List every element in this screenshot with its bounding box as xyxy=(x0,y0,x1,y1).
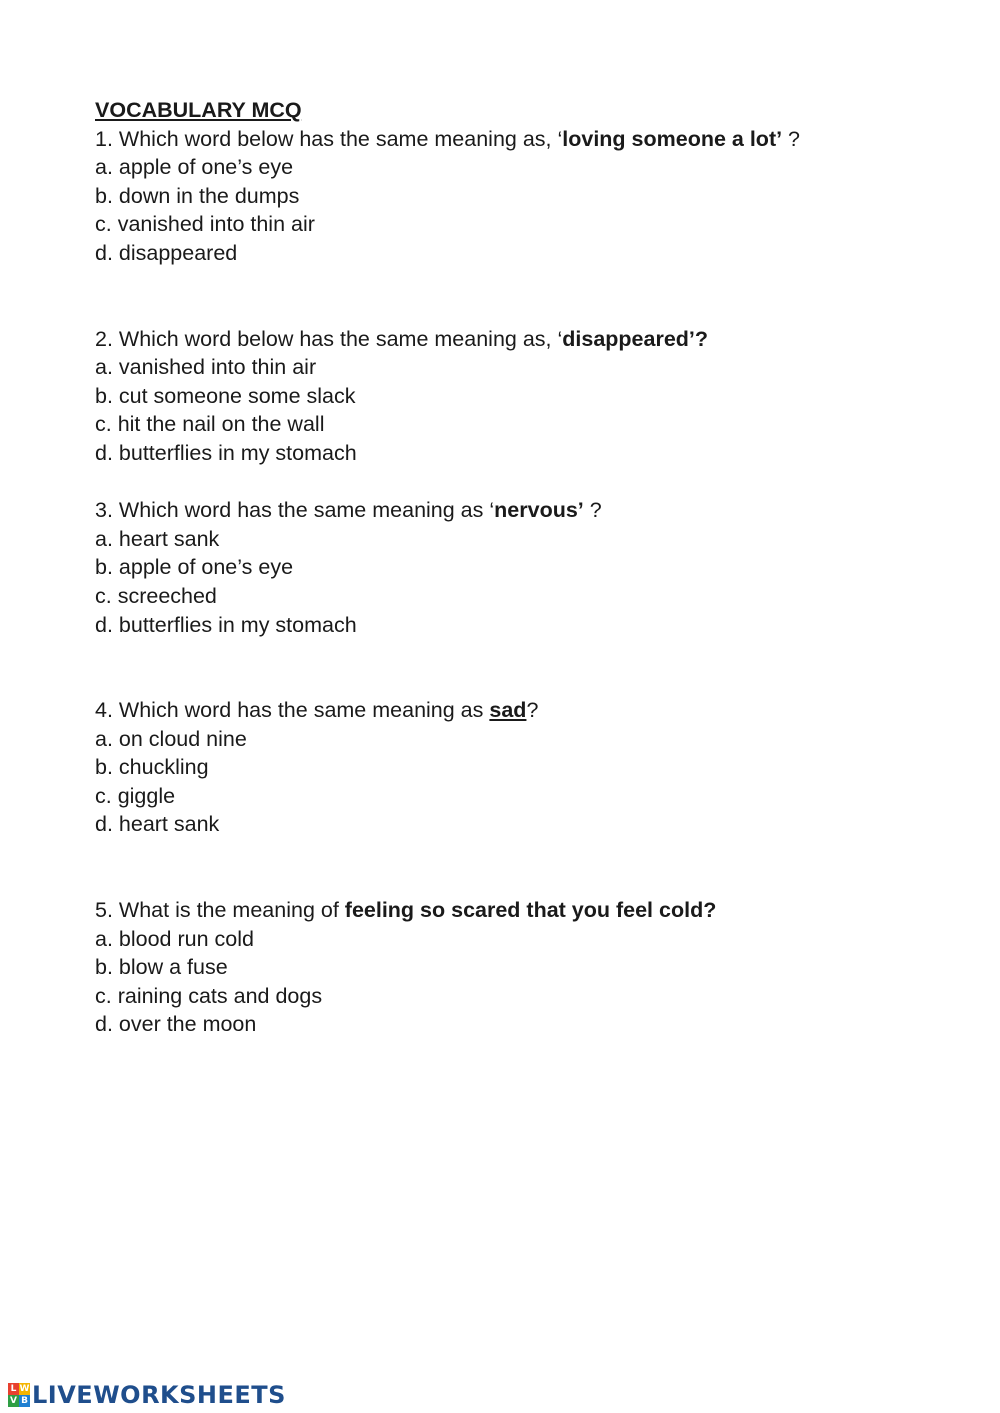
option-c[interactable]: c. raining cats and dogs xyxy=(95,983,323,1008)
question-number: 3. xyxy=(95,498,113,523)
option-c[interactable]: c. vanished into thin air xyxy=(95,212,315,237)
question-4 xyxy=(95,696,955,839)
logo-tile: V xyxy=(8,1395,19,1407)
question-number: 4. xyxy=(95,698,113,723)
liveworksheets-footer xyxy=(8,1380,286,1410)
question-text-end: ? xyxy=(782,126,801,151)
question-5-prompt xyxy=(95,896,955,925)
option-d[interactable]: d. butterflies in my stomach xyxy=(95,440,357,465)
worksheet-title: VOCABULARY MCQ xyxy=(95,98,302,122)
question-keyword: feeling so scared that you feel cold? xyxy=(344,898,717,923)
question-number: 2. xyxy=(95,326,113,351)
logo-tile: W xyxy=(19,1384,30,1394)
option-a[interactable]: a. apple of one’s eye xyxy=(95,155,294,180)
question-3 xyxy=(95,496,955,639)
liveworksheets-logo-text: LIVEWORKSHEETS xyxy=(32,1381,286,1409)
option-a[interactable]: a. on cloud nine xyxy=(95,726,247,751)
logo-tile: B xyxy=(19,1395,30,1407)
logo-tile: L xyxy=(8,1383,19,1395)
option-b[interactable]: b. blow a fuse xyxy=(95,955,228,980)
question-text-end: ? xyxy=(526,698,539,723)
option-a[interactable]: a. vanished into thin air xyxy=(95,355,317,380)
question-3-prompt xyxy=(95,496,955,525)
option-b[interactable]: b. apple of one’s eye xyxy=(95,555,294,580)
question-text: Which word has the same meaning as ‘ xyxy=(112,498,495,523)
question-number: 5. xyxy=(95,898,113,923)
option-a[interactable]: a. heart sank xyxy=(95,526,220,551)
worksheet xyxy=(95,96,955,1039)
option-c[interactable]: c. hit the nail on the wall xyxy=(95,412,325,437)
option-c[interactable]: c. screeched xyxy=(95,583,217,608)
question-text: Which word below has the same meaning as, ‘ xyxy=(112,326,563,351)
option-d[interactable]: d. disappeared xyxy=(95,240,238,265)
option-b[interactable]: b. down in the dumps xyxy=(95,183,300,208)
question-keyword: nervous’ xyxy=(494,498,584,523)
liveworksheets-logo-icon xyxy=(8,1383,30,1407)
option-d[interactable]: d. over the moon xyxy=(95,1012,257,1037)
option-b[interactable]: b. chuckling xyxy=(95,755,209,780)
question-number: 1. xyxy=(95,126,113,151)
option-b[interactable]: b. cut someone some slack xyxy=(95,383,356,408)
question-4-prompt xyxy=(95,696,955,725)
question-5 xyxy=(95,896,955,1039)
question-keyword: loving someone a lot’ xyxy=(562,126,783,151)
option-a[interactable]: a. blood run cold xyxy=(95,926,254,951)
question-text: Which word has the same meaning as xyxy=(112,698,490,723)
question-1 xyxy=(95,125,955,268)
option-d[interactable]: d. heart sank xyxy=(95,812,220,837)
question-text: Which word below has the same meaning as, ‘ xyxy=(112,126,563,151)
option-d[interactable]: d. butterflies in my stomach xyxy=(95,612,357,637)
question-keyword: sad xyxy=(489,698,527,723)
question-2-prompt xyxy=(95,325,955,354)
question-2 xyxy=(95,325,955,468)
question-text: What is the meaning of xyxy=(112,898,345,923)
question-1-prompt xyxy=(95,125,955,154)
option-c[interactable]: c. giggle xyxy=(95,783,176,808)
question-keyword: disappeared’? xyxy=(562,326,709,351)
question-text-end: ? xyxy=(583,498,602,523)
